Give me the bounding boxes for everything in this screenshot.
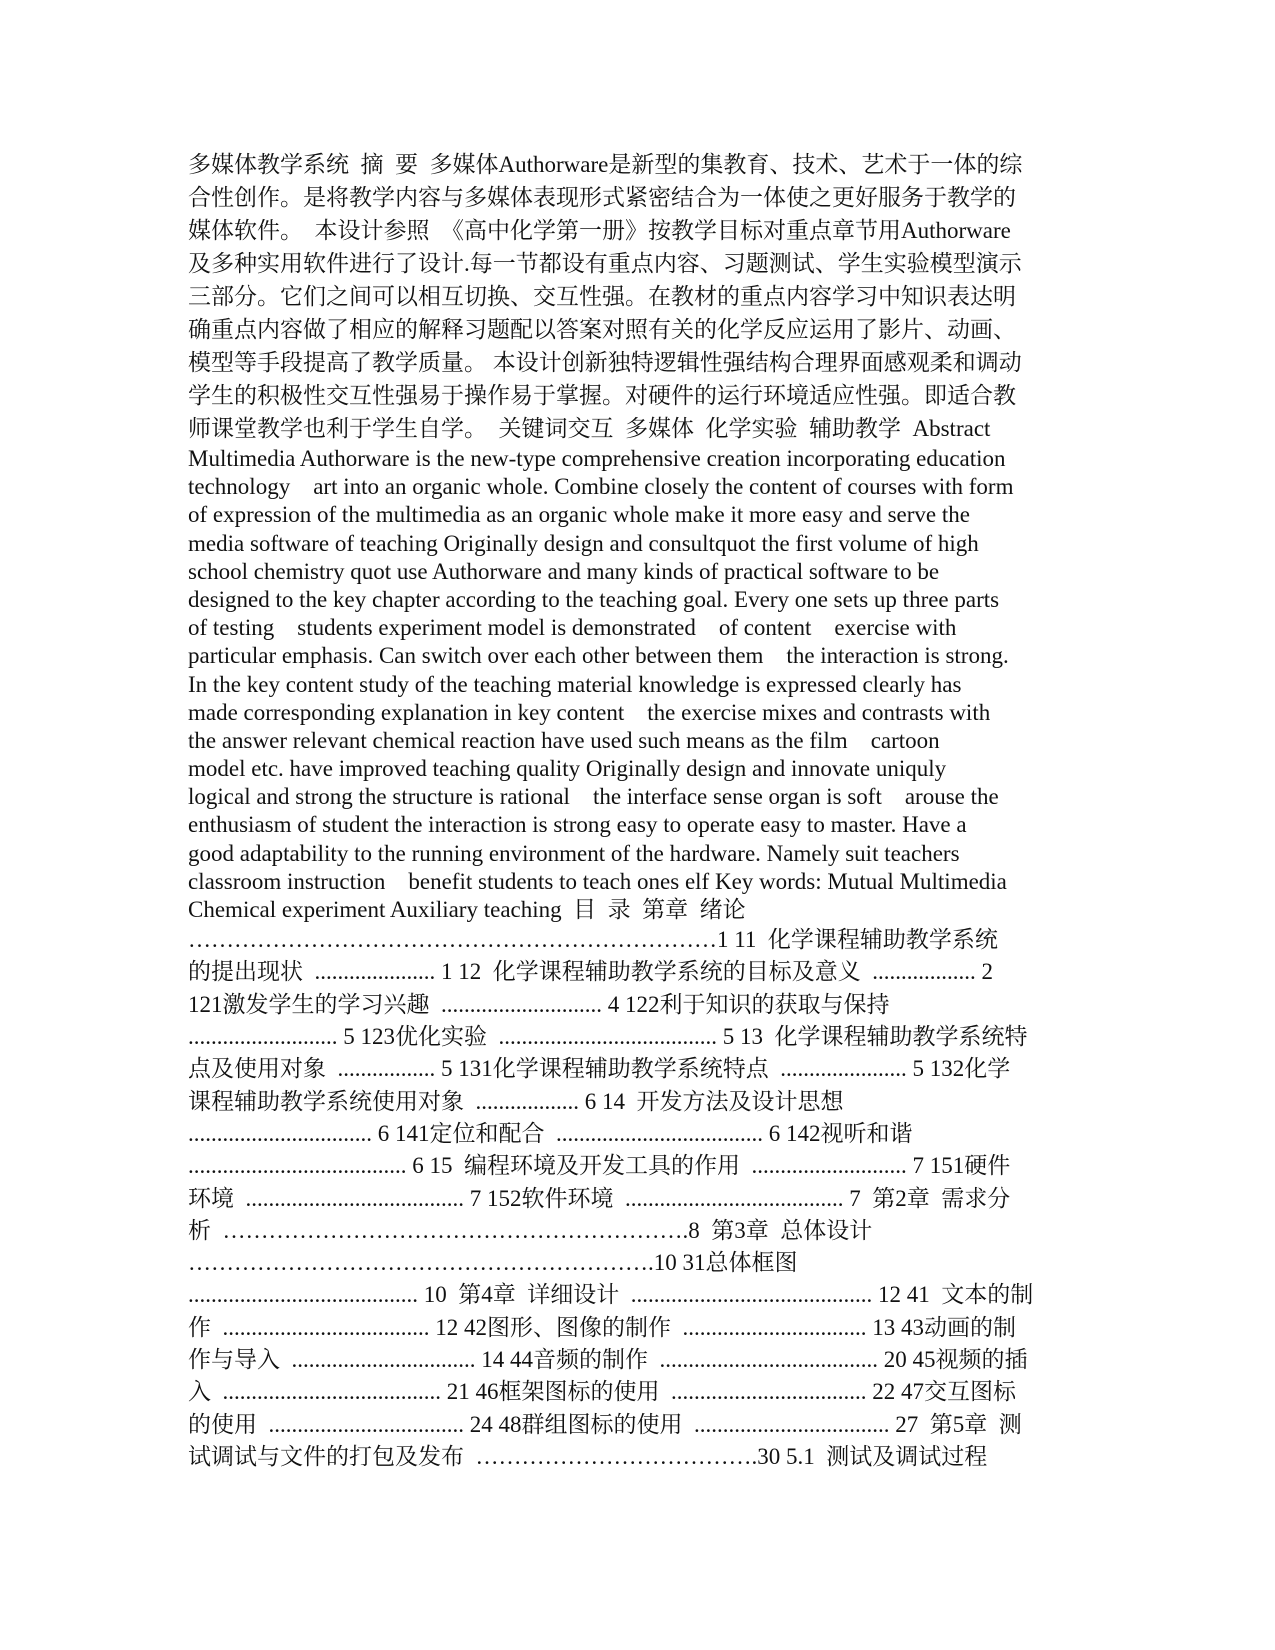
toc-line: 课程辅助教学系统使用对象 .................. 6 14 开发方法及设计思想: [188, 1088, 844, 1114]
toc-line: 的提出现状 ..................... 1 12 化学课程辅助教学系统的目标及意义 .................. 2: [188, 959, 993, 985]
text-line: 师课堂教学也利于学生自学。 关键词交互 多媒体 化学实验 辅助教学 Abstract: [188, 416, 991, 441]
toc-line: 121激发学生的学习兴趣 ............................ 4 122利于知识的获取与保持: [188, 991, 890, 1017]
toc-line: ...................................... 6 15 编程环境及开发工具的作用 ........................... 7 151硬件: [188, 1153, 1011, 1179]
toc-line: 作与导入 ................................ 14 44音频的制作 ...................................... 20 45视频的插: [188, 1347, 1028, 1373]
toc-line: 试调试与文件的打包及发布 ……………………………….30 5.1 测试及调试过程: [188, 1443, 988, 1469]
toc-line: 作 .................................... 12 42图形、图像的制作 ................................ 13 43动画的制: [188, 1314, 1016, 1340]
toc-line: .......................... 5 123优化实验 ...................................... 5 13 化学课程辅助教学系统特: [188, 1024, 1028, 1050]
toc-line: 析 …………………………………………………….8 第3章 总体设计: [188, 1217, 873, 1243]
text-line: the answer relevant chemical reaction have used such means as the film cartoon: [188, 727, 940, 753]
document-page: [188, 148, 1108, 1473]
text-line: made corresponding explanation in key content the exercise mixes and contrasts with: [188, 699, 991, 725]
text-line: model etc. have improved teaching quality Originally design and innovate uniquly: [188, 756, 947, 782]
text-line: classroom instruction benefit students to teach ones elf Key words: Mutual Multimedia: [188, 868, 1007, 894]
text-line: technology art into an organic whole. Combine closely the content of courses with form: [188, 474, 1014, 500]
text-line: 学生的积极性交互性强易于操作易于掌握。对硬件的运行环境适应性强。即适合教: [188, 383, 1016, 408]
text-line: of expression of the multimedia as an organic whole make it more easy and serve the: [188, 502, 970, 528]
text-line: 合性创作。是将教学内容与多媒体表现形式紧密结合为一体使之更好服务于教学的: [188, 185, 1016, 210]
text-line: enthusiasm of student the interaction is strong easy to operate easy to master. Have a: [188, 812, 967, 838]
toc-line: 的使用 .................................. 24 48群组图标的使用 .................................. 27 第5章 测: [188, 1411, 1022, 1437]
text-line: media software of teaching Originally design and consultquot the first volume of high: [188, 530, 979, 556]
text-line: particular emphasis. Can switch over each other between them the interaction is strong.: [188, 643, 1009, 669]
abstract-zh: [188, 148, 1108, 445]
toc-line: 点及使用对象 ................. 5 131化学课程辅助教学系统特点 ...................... 5 132化学: [188, 1056, 1011, 1082]
text-line: 媒体软件。 本设计参照 《高中化学第一册》按教学目标对重点章节用Authorware: [188, 218, 1011, 243]
text-line: school chemistry quot use Authorware and many kinds of practical software to be: [188, 558, 940, 584]
text-line: 三部分。它们之间可以相互切换、交互性强。在教材的重点内容学习中知识表达明: [188, 284, 1016, 309]
text-line: of testing students experiment model is demonstrated of content exercise with: [188, 615, 957, 641]
text-line: logical and strong the structure is rational the interface sense organ is soft arouse the: [188, 784, 999, 810]
text-line: 多媒体教学系统 摘 要 多媒体Authorware是新型的集教育、技术、艺术于一体的综: [188, 152, 1023, 177]
toc-line: 入 ...................................... 21 46框架图标的使用 .................................. 22 47交互图标: [188, 1379, 1016, 1405]
toc-line: ……………………………………………………………1 11 化学课程辅助教学系统: [188, 927, 998, 953]
text-line: In the key content study of the teaching material knowledge is expressed clearly has: [188, 671, 962, 697]
text-line: Multimedia Authorware is the new-type comprehensive creation incorporating education: [188, 446, 1006, 471]
toc-line: ................................ 6 141定位和配合 .................................... 6 142视听和谐: [188, 1120, 913, 1146]
toc-line: …………………………………………………….10 31总体框图: [188, 1250, 798, 1276]
abstract-en: [188, 445, 1108, 924]
text-line: designed to the key chapter according to the teaching goal. Every one sets up three parts: [188, 586, 1000, 612]
text-line: 及多种实用软件进行了设计.每一节都设有重点内容、习题测试、学生实验模型演示: [188, 251, 1022, 276]
text-line: 确重点内容做了相应的解释习题配以答案对照有关的化学反应运用了影片、动画、: [188, 317, 1016, 342]
text-line: 模型等手段提高了教学质量。 本设计创新独特逻辑性强结构合理界面感观柔和调动: [188, 350, 1022, 375]
toc-line: 环境 ...................................... 7 152软件环境 ...................................... 7 第2章 需求分: [188, 1185, 1011, 1211]
table-of-contents: [188, 924, 1108, 1473]
toc-line: ........................................ 10 第4章 详细设计 .......................................... 12 41 文本的制: [188, 1282, 1034, 1308]
text-line: Chemical experiment Auxiliary teaching 目 录 第章 绪论: [188, 897, 746, 922]
text-line: good adaptability to the running environment of the hardware. Namely suit teachers: [188, 840, 960, 866]
